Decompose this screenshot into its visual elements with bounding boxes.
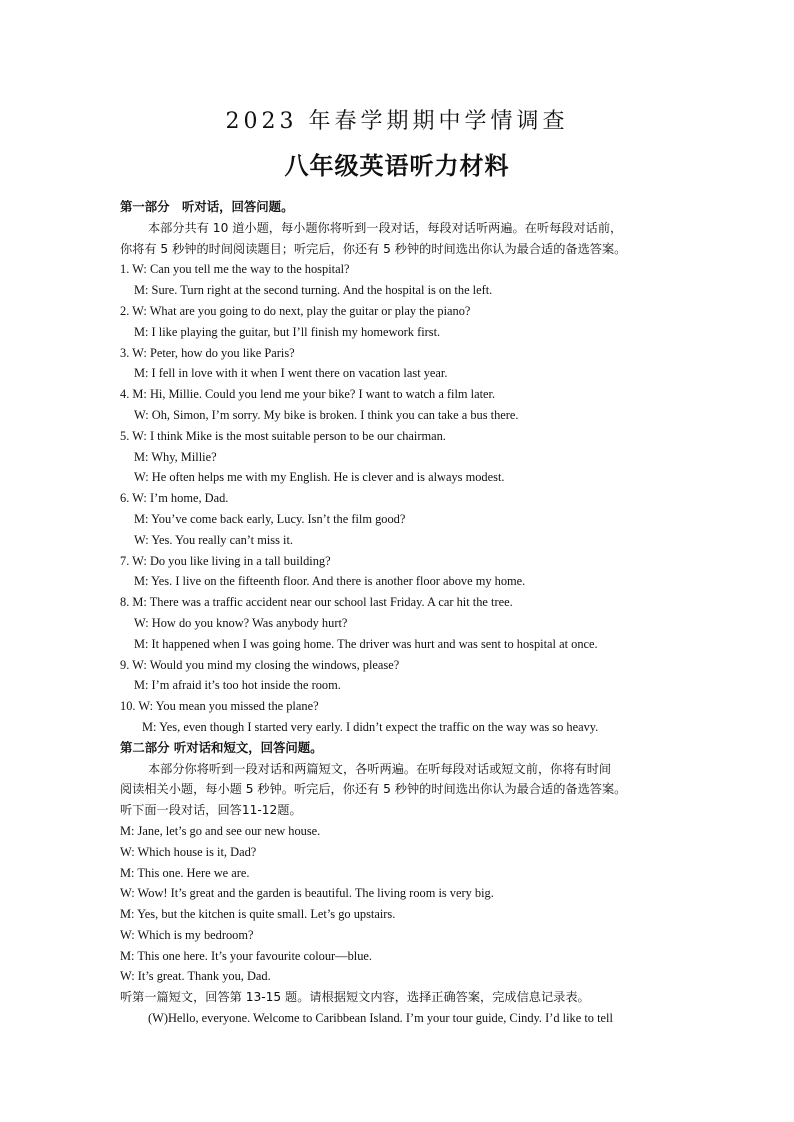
dialogue-line: W: Which is my bedroom? (120, 927, 254, 942)
dialogue-line: M: I fell in love with it when I went there on vacation last year. (134, 366, 448, 381)
dialogue-line: W: He often helps me with my English. He is clever and is always modest. (134, 470, 505, 485)
dialogue-line: W: How do you know? Was anybody hurt? (134, 615, 348, 630)
dialogue-line: W: Wow! It’s great and the garden is beautiful. The living room is very big. (120, 886, 494, 901)
dialogue-line: 9. W: Would you mind my closing the windows, please? (120, 657, 400, 672)
passage-text: (W)Hello, everyone. Welcome to Caribbean Island. I’m your tour guide, Cindy. I’d like to tell (148, 1011, 613, 1026)
dialogue-line: W: Oh, Simon, I’m sorry. My bike is broken. I think you can take a bus there. (134, 407, 519, 422)
dialogue-line: 5. W: I think Mike is the most suitable person to be our chairman. (120, 428, 446, 443)
dialogue-line: 1. W: Can you tell me the way to the hospital? (120, 262, 350, 277)
dialogue-line: M: Yes. I live on the fifteenth floor. And there is another floor above my home. (134, 574, 526, 589)
dialogue-line: 4. M: Hi, Millie. Could you lend me your bike? I want to watch a film later. (120, 387, 496, 402)
dialogue-line: M: You’ve come back early, Lucy. Isn’t the film good? (134, 511, 406, 526)
dialogue-line: W: Which house is it, Dad? (120, 844, 257, 859)
dialogue-line: M: Yes, even though I started very early. I didn’t expect the traffic on the way was so heavy. (142, 719, 599, 734)
dialogue-line: 8. M: There was a traffic accident near our school last Friday. A car hit the tree. (120, 595, 513, 610)
dialogue-line: M: Why, Millie? (134, 449, 217, 464)
dialogue-line: W: Yes. You really can’t miss it. (134, 532, 294, 547)
dialogue-line: 2. W: What are you going to do next, play the guitar or play the piano? (120, 303, 471, 318)
document-body (120, 197, 680, 1029)
dialogue-line: M: Jane, let’s go and see our new house. (120, 823, 321, 838)
dialogue-line: 10. W: You mean you missed the plane? (120, 699, 319, 714)
part1-instruction-line: 你将有 5 秒钟的时间阅读题目；听完后，你还有 5 秒钟的时间选出你认为最合适的备选答案。 (120, 241, 627, 256)
part2-instruction-line: 阅读相关小题，每小题 5 秒钟。听完后，你还有 5 秒钟的时间选出你认为最合适的备选答案。 (120, 782, 627, 797)
dialogue-line: M: I like playing the guitar, but I’ll finish my homework first. (134, 324, 441, 339)
dialogue-line: 6. W: I’m home, Dad. (120, 491, 229, 506)
part2-instruction-line: 本部分你将听到一段对话和两篇短文，各听两遍。在听每段对话或短文前，你将有时间 (148, 761, 612, 776)
dialogue-line: 7. W: Do you like living in a tall building? (120, 553, 331, 568)
document-subtitle: 八年级英语听力材料 (284, 152, 510, 180)
dialogue-line: M: This one here. It’s your favourite colour—blue. (120, 948, 372, 963)
part1-heading: 第一部分 听对话，回答问题。 (120, 199, 294, 214)
dialogue-line: M: I’m afraid it’s too hot inside the room. (134, 678, 341, 693)
part2-instruction-line: 听下面一段对话，回答11-12题。 (120, 803, 302, 818)
dialogue-line: M: It happened when I was going home. The driver was hurt and was sent to hospital at once. (134, 636, 598, 651)
dialogue-line: M: Yes, but the kitchen is quite small. Let’s go upstairs. (120, 907, 396, 922)
dialogue-line: M: This one. Here we are. (120, 865, 250, 880)
document-title: 2023 年春学期期中学情调查 (225, 109, 569, 134)
dialogue-line: M: Sure. Turn right at the second turning. And the hospital is on the left. (134, 283, 493, 298)
part2-heading: 第二部分 听对话和短文，回答问题。 (120, 739, 323, 755)
passage-instruction: 听第一篇短文，回答第 13-15 题。请根据短文内容，选择正确答案，完成信息记录表。 (120, 990, 590, 1005)
part1-instruction-line: 本部分共有 10 道小题，每小题你将听到一段对话，每段对话听两遍。在听每段对话前， (148, 220, 623, 235)
dialogue-line: 3. W: Peter, how do you like Paris? (120, 345, 295, 360)
dialogue-line: W: It’s great. Thank you, Dad. (120, 969, 271, 984)
